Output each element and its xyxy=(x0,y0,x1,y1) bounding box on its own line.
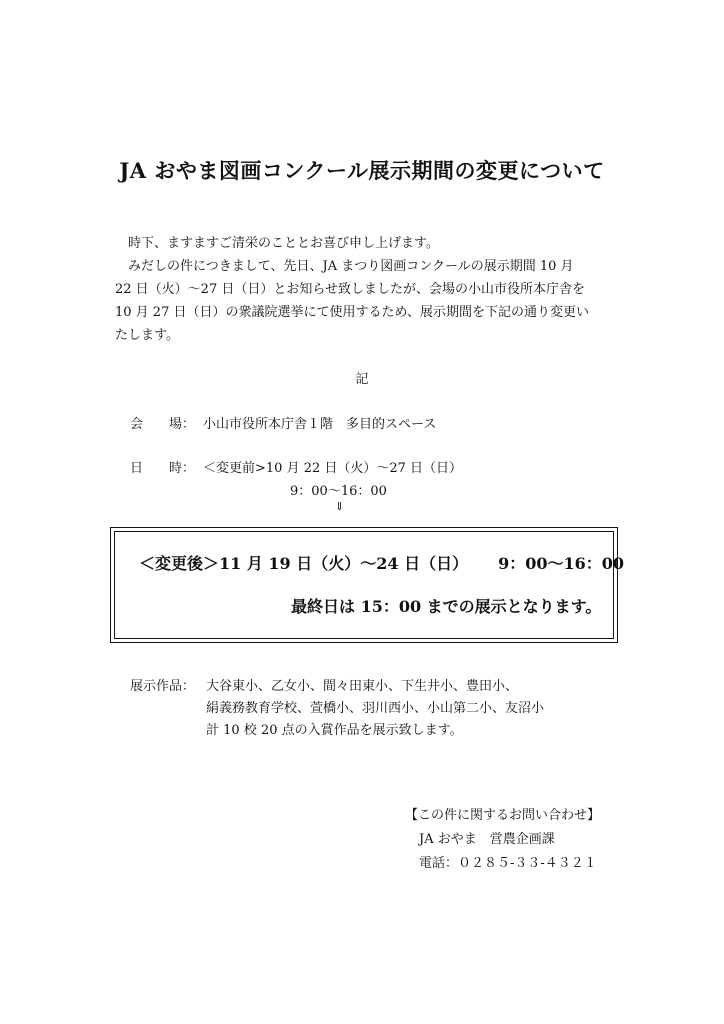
change-after-time: 9：00～16：00 xyxy=(498,554,625,573)
ki-heading: 記 xyxy=(355,372,369,387)
intro-line: 時下、ますますご清栄のこととお喜び申し上げます。 xyxy=(115,236,439,251)
venue-value: 小山市役所本庁舎１階 多目的スペース xyxy=(203,417,437,432)
contact-heading: 【この件に関するお問い合わせ】 xyxy=(405,808,601,823)
schedule-row xyxy=(130,457,462,476)
contact-org: JA おやま 営農企画課 xyxy=(419,832,555,847)
intro-line: たします。 xyxy=(115,328,179,343)
down-arrow-icon: ⇓ xyxy=(335,500,345,513)
works-list xyxy=(206,676,544,742)
change-after-dates: ＜変更後＞11 月 19 日（火）～24 日（日） xyxy=(139,554,469,573)
intro-line: 10 月 27 日（日）の衆議院選挙にて使用するため、展示期間を下記の通り変更い xyxy=(115,305,589,320)
works-line: 計 10 校 20 点の入賞作品を展示致します。 xyxy=(206,723,463,738)
works-label: 展示作品： xyxy=(130,679,196,694)
schedule-label: 日 時： xyxy=(130,461,196,476)
change-notice-box xyxy=(114,531,625,639)
venue-label: 会 場： xyxy=(130,417,196,432)
final-day-note: 最終日は 15：00 までの展示となります。 xyxy=(291,597,602,616)
document-title: JA おやま図画コンクール展示期間の変更について xyxy=(119,158,605,183)
venue-row xyxy=(130,413,436,432)
change-after-line xyxy=(139,551,624,574)
works-line: 大谷東小、乙女小、間々田東小、下生井小、豊田小、 xyxy=(206,679,519,694)
works-section xyxy=(130,676,544,742)
intro-line: 22 日（火）～27 日（日）とお知らせ致しましたが、会場の小山市役所本庁舎を xyxy=(115,282,585,297)
contact-block xyxy=(405,804,600,876)
contact-phone: 電話：０２８５-３３-４３２１ xyxy=(419,856,597,871)
schedule-time: 9：00～16：00 xyxy=(290,484,387,499)
intro-line: みだしの件につきまして、先日、JA まつり図画コンクールの展示期間 10 月 xyxy=(115,259,574,274)
works-line: 絹義務教育学校、萱橋小、羽川西小、小山第二小、友沼小 xyxy=(206,701,545,716)
schedule-before: ＜変更前>10 月 22 日（火）～27 日（日） xyxy=(203,461,463,476)
intro-paragraph xyxy=(115,232,635,347)
